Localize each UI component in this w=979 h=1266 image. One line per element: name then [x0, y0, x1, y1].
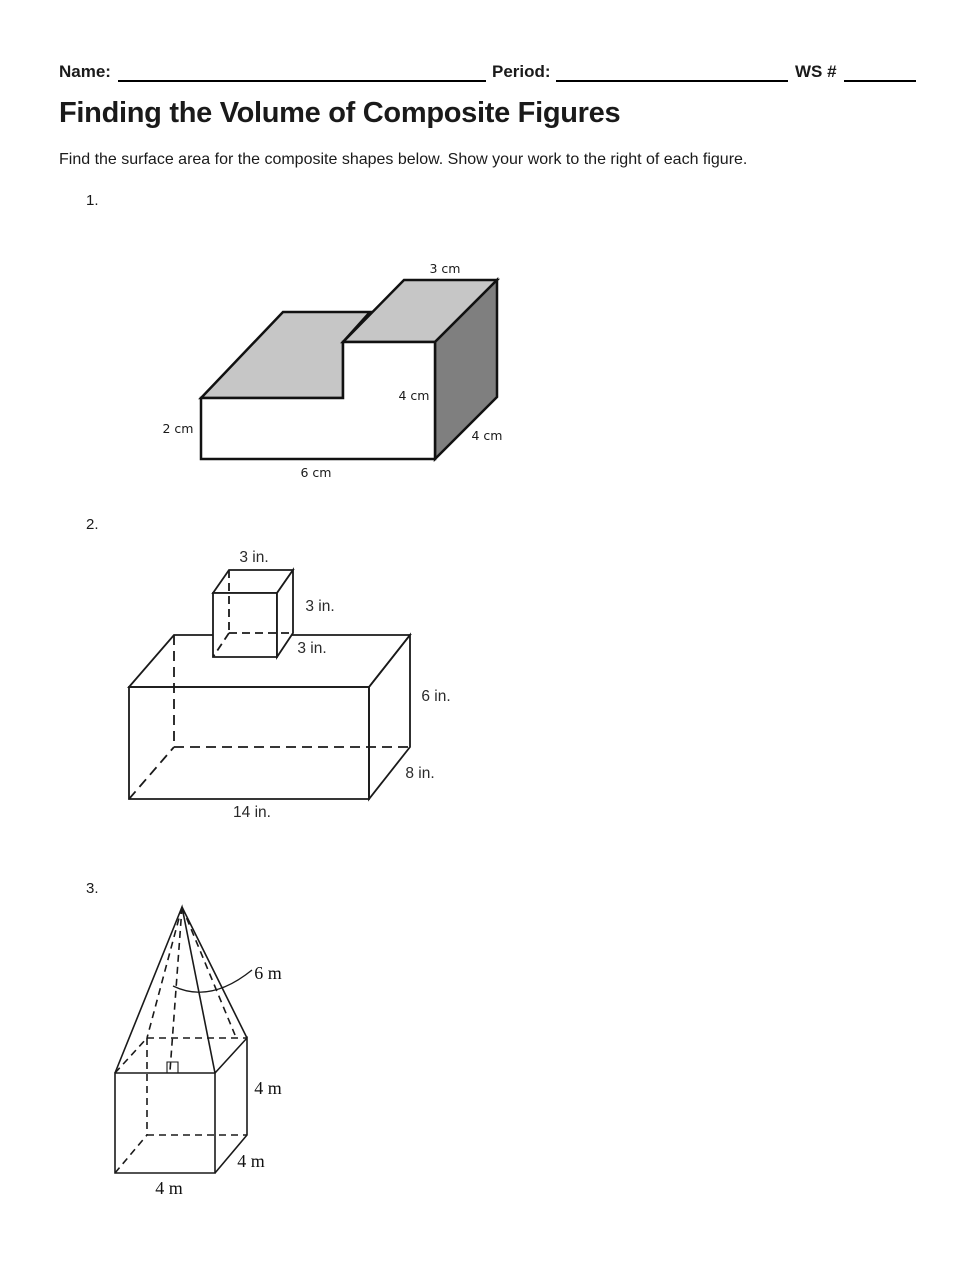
- name-blank-line: [118, 62, 486, 82]
- prism-front-face: [129, 687, 369, 799]
- dim-slant-height: 6 m: [254, 963, 282, 983]
- figure-3-pyramid-on-cube: [90, 895, 310, 1210]
- dim-top-width: 3 cm: [429, 261, 461, 276]
- dim-cube-depth: 3 in.: [297, 640, 327, 657]
- dim-prism-width: 14 in.: [233, 804, 271, 821]
- dim-left-height: 2 cm: [162, 421, 194, 436]
- ws-number-blank-line: [844, 62, 916, 82]
- instructions-text: Find the surface area for the composite shapes below. Show your work to the right of each figure.: [59, 151, 748, 168]
- problem-1-number: 1.: [86, 192, 99, 209]
- dim-cube-height: 3 in.: [305, 598, 335, 615]
- dim-front-height: 4 cm: [398, 388, 430, 403]
- dim-height: 4 m: [254, 1078, 282, 1098]
- figure-2-cube-on-prism: [100, 540, 470, 830]
- pyramid-visible-edges: [115, 907, 247, 1073]
- problem-3-number: 3.: [86, 880, 99, 897]
- dim-prism-height: 6 in.: [421, 688, 451, 705]
- cube-hidden-edges: [115, 1038, 247, 1173]
- cube-front-face: [115, 1073, 215, 1173]
- figure-1-step-prism: [150, 255, 520, 490]
- cube-front-face: [213, 593, 277, 657]
- right-angle-mark: [167, 1062, 178, 1073]
- name-label: Name:: [59, 62, 111, 81]
- dim-prism-depth: 8 in.: [405, 765, 435, 782]
- page-title: Finding the Volume of Composite Figures: [59, 97, 621, 129]
- dim-depth: 4 m: [237, 1151, 265, 1171]
- dim-cube-width: 3 in.: [239, 549, 269, 566]
- ws-number-label: WS #: [795, 62, 837, 81]
- slant-height-leader-curve: [173, 970, 252, 992]
- prism-right-face: [369, 635, 410, 799]
- dim-bottom-width: 6 cm: [300, 465, 332, 480]
- prism-hidden-edges: [129, 635, 410, 799]
- period-blank-line: [556, 62, 788, 82]
- dim-width: 4 m: [155, 1178, 183, 1198]
- problem-2-number: 2.: [86, 516, 99, 533]
- period-label: Period:: [492, 62, 551, 81]
- dim-depth: 4 cm: [471, 428, 503, 443]
